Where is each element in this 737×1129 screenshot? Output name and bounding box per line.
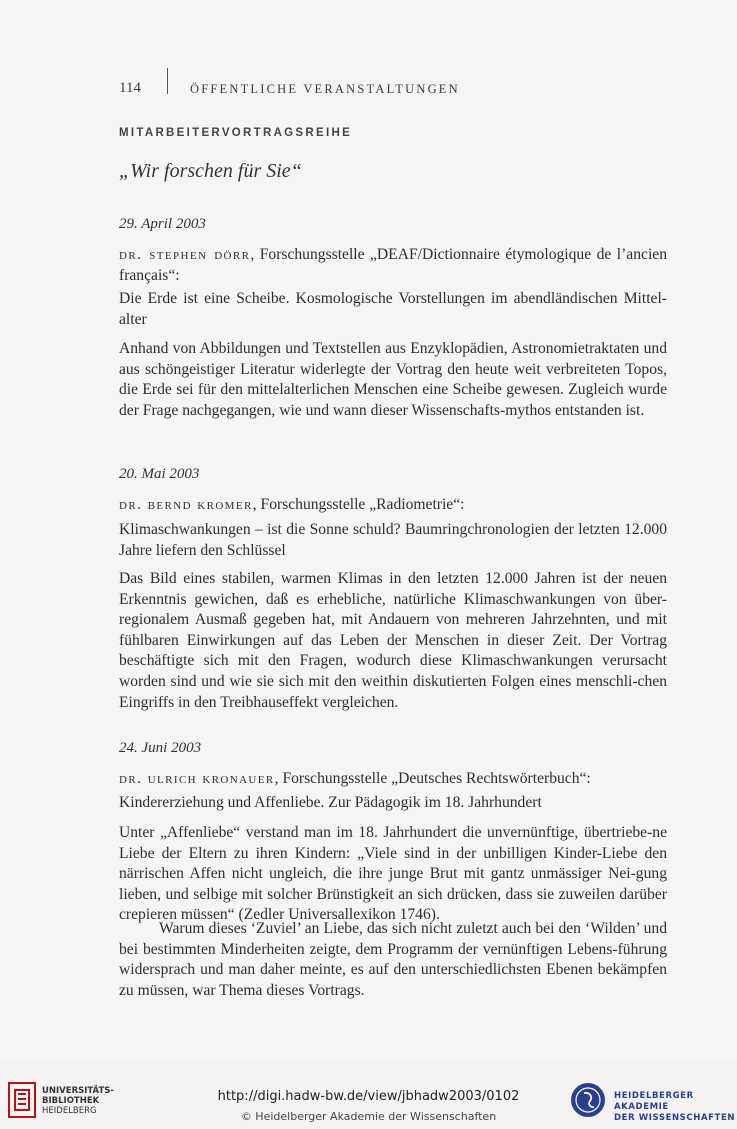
academy-name-line: HEIDELBERGER AKADEMIE bbox=[614, 1091, 694, 1112]
academy-name bbox=[614, 1091, 737, 1124]
library-name-line: BIBLIOTHEK bbox=[42, 1096, 100, 1106]
talk-abstract-continued: Warum dieses ‘Zuviel’ an Liebe, das sich nicht zuletzt auch bei den ‘Wilden’ und bei bestimmten Minderheiten zeigte, dem Programm der vernünftigen Lebens-führung widersprach und man daher meinte, es auf den unterschiedlichsten Ebenen bekämpfen zu müssen, war Thema dieses Vortrags. bbox=[119, 920, 667, 999]
event-speaker bbox=[119, 495, 667, 516]
event-date: 24. Juni 2003 bbox=[119, 740, 202, 756]
talk-title: Klimaschwankungen – ist die Sonne schuld? Baumringchronologien der letzten 12.000 Jahre liefern den Schlüssel bbox=[119, 521, 667, 559]
copyright-notice: © Heidelberger Akademie der Wissenschaften bbox=[240, 1110, 497, 1123]
header-divider bbox=[167, 68, 168, 94]
speaker-name: dr. ulrich kronauer bbox=[119, 770, 275, 787]
talk-abstract: Anhand von Abbildungen und Textstellen aus Enzyklopädien, Astronomietraktaten und aus schöngeistiger Literatur widerlegte der Vortrag den heute weit verbreiteten Topos, die Erde sei für den mittelalterlichen Menschen eine Scheibe gewesen. Zugleich wurde der Frage nachgegangen, wie und wann dieser Wissenschafts-mythos entstanden ist. bbox=[119, 340, 667, 419]
series-title: „Wir forschen für Sie“ bbox=[119, 160, 302, 182]
running-title: ÖFFENTLICHE VERANSTALTUNGEN bbox=[190, 82, 460, 96]
speaker-affiliation: , Forschungsstelle „DEAF/Dictionnaire étymologique de l’ancien français“: bbox=[119, 246, 667, 284]
talk-abstract: Das Bild eines stabilen, warmen Klimas in den letzten 12.000 Jahren ist der neuen Erkenntnis gewichen, daß es erhebliche, natürliche Klimaschwankungen von über-regionalem Ausmaß gegeben hat, mit Andauern von mehreren Jahrzehnten, und mit fühlbaren Einwirkungen auf das Leben der Menschen in dieser Zeit. Der Vortrag beschäftigte sich mit den Fragen, wodurch diese Klimaschwankungen verursacht worden sind und wie sie sich mit den weithin diskutierten Folgen eines menschli-chen Eingriffs in den Treibhauseffekt vergleichen. bbox=[119, 570, 667, 711]
event-date: 29. April 2003 bbox=[119, 216, 206, 232]
speaker-affiliation: , Forschungsstelle „Deutsches Rechtswörterbuch“: bbox=[274, 770, 591, 787]
speaker-name: dr. stephen dörr bbox=[119, 246, 251, 263]
speaker-affiliation: , Forschungsstelle „Radiometrie“: bbox=[252, 496, 465, 513]
talk-abstract: Unter „Affenliebe“ verstand man im 18. Jahrhundert die unvernünftige, übertriebe-ne Liebe der Eltern zu ihren Kindern: „Viele sind in der unbilligen Kinder-Liebe den närrischen Affen nicht ungleich, die ihre junge Brut mit gantz unmässiger Nei-gung lieben, und selbige mit solcher Brünstigkeit an sich drücken, dass sie zuweilen darüber crepieren müssen“ (Zedler Universallexikon 1746). bbox=[119, 824, 667, 924]
talk-title: Die Erde ist eine Scheibe. Kosmologische Vorstellungen im abendländischen Mittel-alter bbox=[119, 290, 667, 328]
event-speaker bbox=[119, 245, 667, 286]
academy-seal-icon bbox=[570, 1082, 606, 1118]
page-number: 114 bbox=[119, 80, 141, 96]
library-name-line: UNIVERSITÄTS- bbox=[42, 1086, 114, 1096]
event-date: 20. Mai 2003 bbox=[119, 466, 200, 482]
academy-name-line: DER WISSENSCHAFTEN bbox=[614, 1113, 736, 1123]
viewer-footer bbox=[0, 1060, 737, 1129]
talk-title: Kindererziehung und Affenliebe. Zur Pädagogik im 18. Jahrhundert bbox=[119, 794, 542, 811]
speaker-name: dr. bernd kromer bbox=[119, 496, 253, 513]
permalink-url[interactable]: http://digi.hadw-bw.de/view/jbhadw2003/0102 bbox=[217, 1089, 520, 1104]
section-label: MITARBEITERVORTRAGSREIHE bbox=[119, 127, 353, 139]
library-city: HEIDELBERG bbox=[42, 1106, 97, 1116]
event-speaker bbox=[119, 769, 667, 790]
